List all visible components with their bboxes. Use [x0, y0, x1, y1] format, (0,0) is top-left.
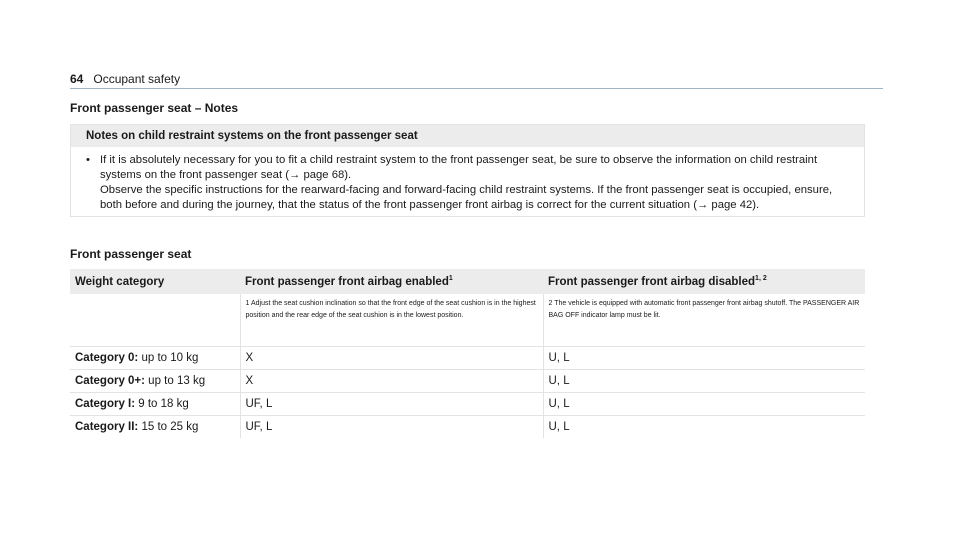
section-title-notes: Front passenger seat – Notes [70, 101, 239, 115]
notes-paragraph-2: Observe the specific instructions for the rearward-facing and forward-facing child restraint systems. If the front passenger seat is occupied, ensure, both before and during the journey, that the status of the front passenger front airbag is correct for the current situation (→ page 42). [100, 184, 833, 211]
notes-title: Notes on child restraint systems on the front passenger seat [71, 125, 864, 147]
footnote-2: 2 The vehicle is equipped with automatic front passenger front airbag shutoff. The PASSENGER AIR BAG OFF indicator lamp must be lit. [543, 294, 865, 347]
weight-category-table [70, 269, 865, 438]
header-divider [70, 88, 883, 89]
table-row: Category 0+: up to 13 kg X U, L [70, 370, 865, 393]
header-airbag-enabled: Front passenger front airbag enabled$^1$ [240, 269, 543, 294]
page-header [70, 72, 180, 86]
section-title-seat: Front passenger seat [70, 247, 192, 261]
notes-body [71, 147, 864, 213]
table-row: Category 0: up to 10 kg X U, L [70, 347, 865, 370]
header-airbag-disabled: Front passenger front airbag disabled$^{1, 2}$ [543, 269, 865, 294]
table-row: Category I: 9 to 18 kg UF, L U, L [70, 393, 865, 416]
table-header-row [70, 269, 865, 294]
bullet-icon: • [86, 154, 90, 166]
footnote-row [70, 294, 865, 347]
footnote-1: 1 Adjust the seat cushion inclination so that the front edge of the seat cushion is in the highest position and the rear edge of the seat cushion is in the lowest position. [240, 294, 543, 347]
page-number: 64 [70, 72, 84, 86]
notes-box [70, 124, 865, 217]
notes-paragraph-1: If it is absolutely necessary for you to fit a child restraint system to the front passenger seat, be sure to observe the information on child restraint systems on the front passenger seat (→ page 68). [100, 154, 818, 181]
section-name: Occupant safety [93, 72, 181, 86]
table-row: Category II: 15 to 25 kg UF, L U, L [70, 416, 865, 439]
header-weight-category: Weight category [70, 269, 240, 294]
notes-bullet-item [86, 153, 854, 213]
